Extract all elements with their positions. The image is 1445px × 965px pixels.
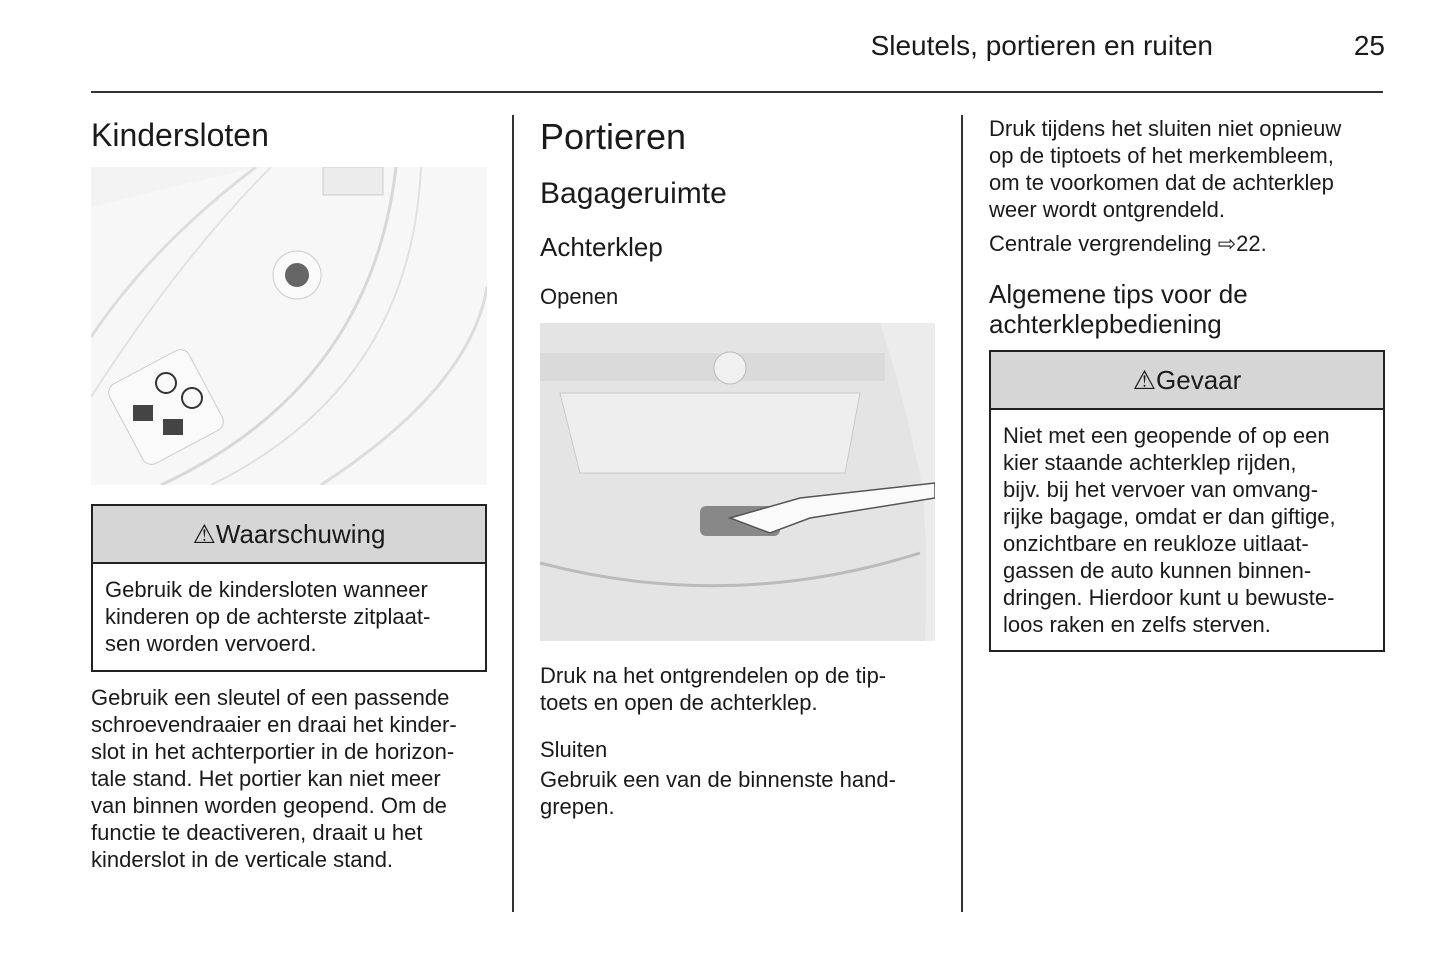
text-line: weer wordt ontgrendeld.	[989, 197, 1226, 222]
cross-reference[interactable]	[989, 230, 1267, 257]
text-line: om te voorkomen dat de achterklep	[989, 170, 1334, 195]
reference-page[interactable]: 22.	[1236, 231, 1267, 256]
danger-header	[991, 352, 1383, 410]
text-line: Druk tijdens het sluiten niet opnieuw	[989, 116, 1342, 141]
text-line: Niet met een geopende of op een	[1003, 423, 1330, 448]
chapter-heading-portieren: Portieren	[540, 116, 687, 157]
warning-triangle-icon: ⚠	[1132, 364, 1157, 395]
text-line: kinderslot in de verticale stand.	[91, 847, 394, 872]
page-number: 25	[1353, 30, 1385, 61]
danger-text	[991, 410, 1383, 638]
header-rule	[91, 91, 1383, 93]
intro-text	[989, 115, 1341, 223]
child-lock-illustration	[91, 167, 487, 485]
text-line: sen worden vervoerd.	[105, 631, 317, 656]
body-text	[91, 684, 457, 873]
chapter-title: Sleutels, portieren en ruiten	[870, 30, 1213, 61]
text-line: functie te deactiveren, draait u het	[91, 820, 423, 845]
text-line: Gebruik een sleutel of een passende	[91, 685, 450, 710]
text-line: Gebruik een van de binnenste hand-	[540, 767, 896, 792]
open-instructions	[540, 662, 886, 716]
text-line: loos raken en zelfs sterven.	[1003, 612, 1271, 637]
danger-label: Gevaar	[1156, 364, 1242, 395]
heading-openen: Openen	[540, 284, 619, 309]
text-line: slot in het achterportier in de horizon-	[91, 739, 455, 764]
heading-general-tips	[989, 279, 1248, 339]
text-line: tale stand. Het portier kan niet meer	[91, 766, 441, 791]
text-line: Gebruik de kindersloten wanneer	[105, 577, 428, 602]
column-divider	[961, 115, 963, 912]
close-instructions	[540, 766, 896, 820]
text-line: bijv. bij het vervoer van omvang-	[1003, 477, 1319, 502]
text-line: kinderen op de achterste zitplaat-	[105, 604, 431, 629]
warning-header	[93, 506, 485, 564]
danger-box	[989, 350, 1385, 652]
subheading-bagageruimte: Bagageruimte	[540, 177, 727, 210]
section-title-kindersloten: Kindersloten	[91, 117, 269, 153]
warning-triangle-icon: ⚠	[192, 518, 216, 549]
warning-text	[93, 564, 485, 657]
column-divider	[512, 115, 514, 912]
text-line: toets en open de achterklep.	[540, 690, 818, 715]
arrow-right-outline-icon: ⇨	[1217, 231, 1237, 256]
warning-label: Waarschuwing	[215, 518, 386, 549]
text-line: onzichtbare en reukloze uitlaat-	[1003, 531, 1309, 556]
text-line: gassen de auto kunnen binnen-	[1003, 558, 1312, 583]
text-line: op de tiptoets of het merkembleem,	[989, 143, 1334, 168]
heading-sluiten: Sluiten	[540, 737, 608, 762]
heading-achterklep: Achterklep	[540, 232, 663, 262]
reference-text: Centrale vergrendeling	[989, 231, 1212, 256]
text-line: grepen.	[540, 794, 615, 819]
text-line: dringen. Hierdoor kunt u bewuste-	[1003, 585, 1335, 610]
text-line: Druk na het ontgrendelen op de tip-	[540, 663, 887, 688]
text-line: achterklepbediening	[989, 309, 1222, 339]
text-line: rijke bagage, omdat er dan giftige,	[1003, 504, 1336, 529]
text-line: van binnen worden geopend. Om de	[91, 793, 447, 818]
tailgate-illustration	[540, 323, 935, 641]
warning-box	[91, 504, 487, 672]
text-line: kier staande achterklep rijden,	[1003, 450, 1297, 475]
text-line: schroevendraaier en draai het kinder-	[91, 712, 457, 737]
text-line: Algemene tips voor de	[989, 279, 1248, 309]
